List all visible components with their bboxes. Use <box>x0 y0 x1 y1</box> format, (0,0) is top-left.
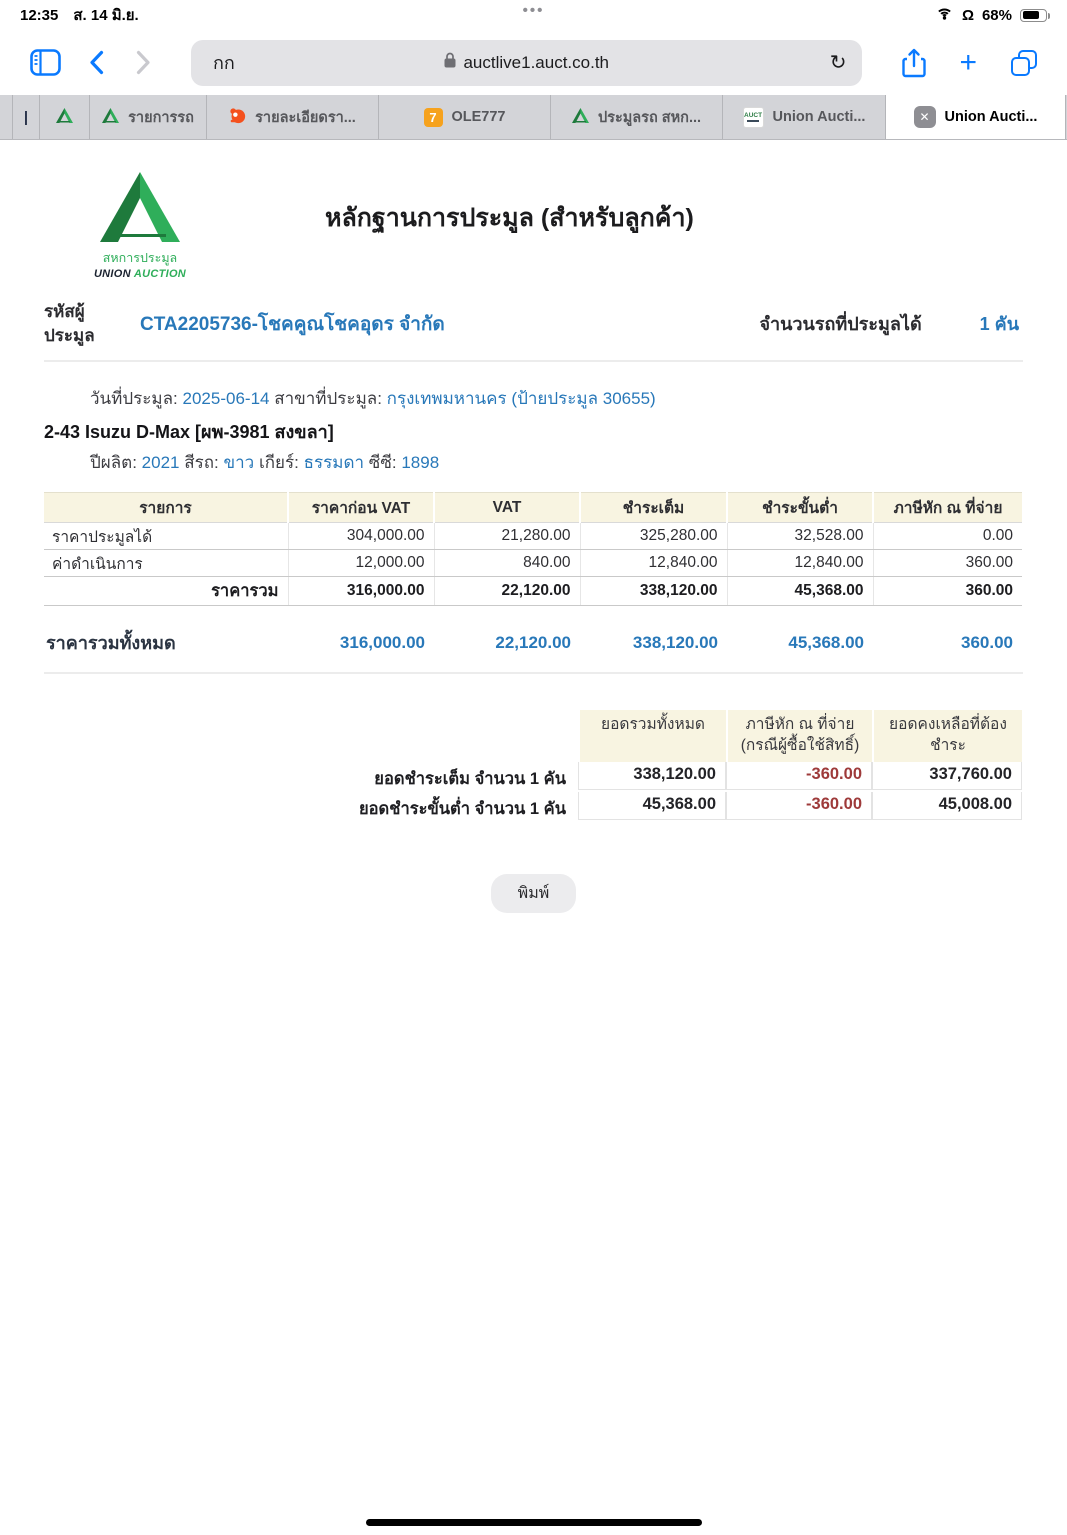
status-bar <box>0 0 1067 30</box>
lock-icon <box>444 52 456 73</box>
safari-toolbar <box>0 30 1067 95</box>
bidder-code-value: CTA2205736-โชคคูณโชคอุดร จำกัด <box>140 313 445 335</box>
headphones-icon: Ω <box>961 6 974 24</box>
bidder-row <box>44 300 1023 362</box>
sidebar-toggle-button[interactable] <box>30 49 61 76</box>
summary-table: ยอดรวมทั้งหมด ภาษีหัก ณ ที่จ่าย (กรณีผู้ซื้อใช้สิทธิ์) ยอดคงเหลือที่ต้อง ชำระ ยอดชำระเต็ม จำนวน 1 คัน 338,120.00 -360.00 337,760.00 ยอดชำระขั้นต่ำ จำนวน 1 คัน 45,368.00 -360.00 45,008.00 <box>44 710 1022 822</box>
col-header-withholding-tax: ภาษีหัก ณ ที่จ่าย <box>873 493 1022 523</box>
clock: 12:35 <box>20 6 59 24</box>
price-table-header <box>44 493 1022 523</box>
table-row: ค่าดำเนินการ 12,000.00 840.00 12,840.00 12,840.00 360.00 <box>44 550 1022 577</box>
auction-info-section <box>44 386 1023 477</box>
table-total-row: ราคารวม 316,000.00 22,120.00 338,120.00 45,368.00 360.00 <box>44 577 1022 606</box>
grand-total-row: ราคารวมทั้งหมด 316,000.00 22,120.00 338,120.00 45,368.00 360.00 <box>44 628 1023 674</box>
tab-ole777[interactable] <box>379 95 551 139</box>
union-auction-triangle-icon <box>572 108 589 127</box>
page-title: หลักฐานการประมูล (สำหรับลูกค้า) <box>325 204 694 232</box>
logo-en-text: UNION AUCTION <box>93 268 187 280</box>
col-header-vat: VAT <box>434 493 580 523</box>
bidder-code-label: รหัสผู้ ประมูล <box>44 302 95 345</box>
url-text: auctlive1.auct.co.th <box>463 52 609 72</box>
forward-button[interactable] <box>136 50 151 75</box>
tab-auction-coop[interactable] <box>551 95 723 139</box>
summary-row-label: ยอดชำระขั้นต่ำ จำนวน 1 คัน <box>358 800 566 819</box>
tab-detail[interactable] <box>207 95 379 139</box>
tab-bar-favicon[interactable] <box>13 95 40 139</box>
tab-label: OLE777 <box>451 109 506 125</box>
back-button[interactable] <box>89 50 104 75</box>
tab-label: Union Aucti... <box>772 109 866 125</box>
summary-row-label: ยอดชำระเต็ม จำนวน 1 คัน <box>374 770 566 789</box>
won-count-label: จำนวนรถที่ประมูลได้ <box>759 314 922 335</box>
tab-car-list[interactable] <box>90 95 207 139</box>
text-size-button[interactable]: กก <box>213 53 235 73</box>
new-tab-button[interactable]: + <box>959 45 977 79</box>
union-auction-triangle-icon <box>56 108 73 127</box>
col-header-item: รายการ <box>44 493 288 523</box>
price-table <box>44 492 1022 606</box>
union-auction-triangle-icon <box>102 108 119 127</box>
auction-date-line: วันที่ประมูล: 2025-06-14 สาขาที่ประมูล: กรุงเทพมหานคร (ป้ายประมูล 30655) <box>90 388 656 408</box>
address-bar[interactable] <box>191 40 862 86</box>
grand-total-label: ราคารวมทั้งหมด <box>46 633 176 654</box>
home-indicator[interactable] <box>366 1519 702 1526</box>
tab-label: รายละเอียดรา... <box>255 109 356 126</box>
reload-button[interactable]: ↻ <box>829 52 847 74</box>
tab-partial[interactable] <box>0 95 13 139</box>
auct-favicon-icon: AUCT <box>743 107 764 128</box>
seven-favicon-icon: 7 <box>424 108 443 127</box>
col-header-full-payment: ชำระเต็ม <box>580 493 727 523</box>
tab-label: Union Aucti... <box>944 109 1038 125</box>
logo-triangle-icon <box>100 172 180 242</box>
tab-label: รายการรถ <box>128 109 194 126</box>
tab-union-auction-active[interactable] <box>886 95 1066 139</box>
table-row: ราคาประมูลได้ 304,000.00 21,280.00 325,280.00 32,528.00 0.00 <box>44 523 1022 550</box>
summary-col-remaining: ยอดคงเหลือที่ต้อง ชำระ <box>872 710 1022 762</box>
col-header-pre-vat: ราคาก่อน VAT <box>288 493 434 523</box>
tab-union-auction-icon-only[interactable] <box>40 95 90 139</box>
multitask-dots-icon: ••• <box>522 2 545 19</box>
battery-percent: 68% <box>981 6 1012 24</box>
won-count-value: 1 คัน <box>979 314 1019 335</box>
tab-bar <box>0 95 1067 140</box>
close-tab-icon[interactable]: ✕ <box>914 106 936 128</box>
logo-thai-text: สหการประมูล <box>102 251 178 265</box>
battery-icon <box>1020 9 1047 22</box>
vehicle-title: 2-43 Isuzu D-Max [ผพ-3981 สงขลา] <box>44 421 334 442</box>
col-header-min-payment: ชำระขั้นต่ำ <box>727 493 873 523</box>
print-button[interactable]: พิมพ์ <box>491 874 577 913</box>
status-date: ส. 14 มิ.ย. <box>73 7 139 24</box>
vehicle-spec-line: ปีผลิต: 2021 สีรถ: ขาว เกียร์: ธรรมดา ซีซี: 1898 <box>90 452 440 472</box>
summary-col-total: ยอดรวมทั้งหมด <box>578 710 726 762</box>
union-auction-logo <box>85 172 195 280</box>
flame-favicon-icon <box>229 107 246 128</box>
tab-label: ประมูลรถ สหก... <box>597 109 702 126</box>
bar-favicon-icon: | <box>23 108 29 126</box>
page-content <box>0 140 1067 913</box>
tab-union-auction-1[interactable] <box>723 95 886 139</box>
summary-col-withholding: ภาษีหัก ณ ที่จ่าย (กรณีผู้ซื้อใช้สิทธิ์) <box>726 710 872 762</box>
tab-overview-button[interactable] <box>1011 50 1037 76</box>
share-button[interactable] <box>902 48 926 78</box>
